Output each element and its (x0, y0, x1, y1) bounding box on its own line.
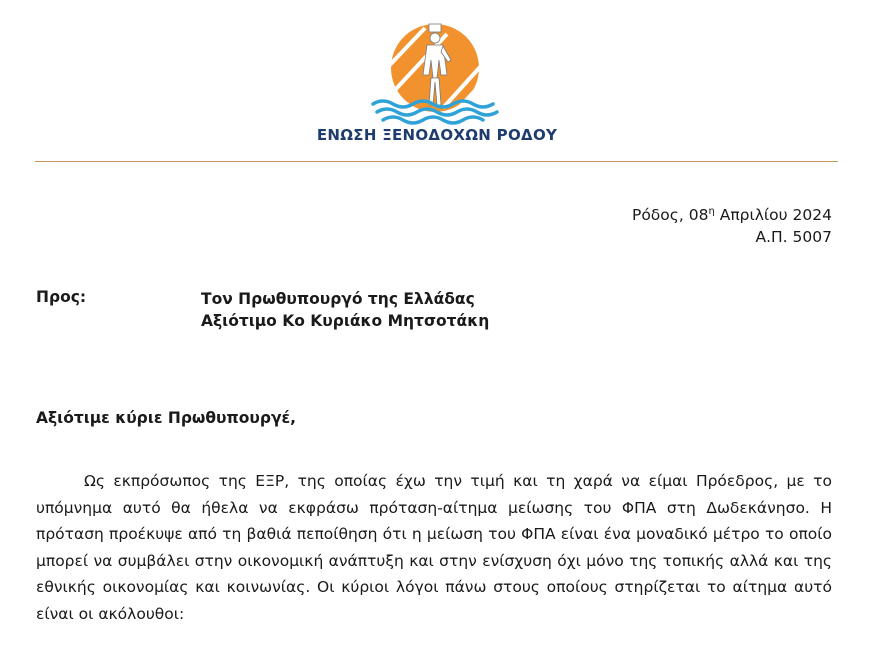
reference-number: Α.Π. 5007 (755, 228, 832, 247)
organization-name: ΕΝΩΣΗ ΞΕΝΟΔΟΧΩΝ ΡΟΔΟΥ (316, 126, 558, 144)
recipient-block (201, 288, 489, 332)
recipient-line-1: Τον Πρωθυπουργό της Ελλάδας (201, 290, 475, 308)
body-paragraph: Ως εκπρόσωπος της ΕΞΡ, της οποίας έχω την τιμή και τη χαρά να είμαι Πρόεδρος, με το υπόμνημα αυτό θα ήθελα να εκφράσω πρόταση-αίτημα μείωσης του ΦΠΑ στη Δωδεκάνησο. Η πρόταση προέκυψε από τη βαθιά πεποίθηση ότι η μείωση του ΦΠΑ είναι ένα μοναδικό μέτρο το οποίο μπορεί να συμβάλει στην οικονομική ανάπτυξη και στην ενίσχυση όχι μόνο της τοπικής αλλά και της εθνικής οικονομίας και κοινωνίας. Οι κύριοι λόγοι πάνω στους οποίους στηρίζεται το αίτημα αυτό είναι οι ακόλουθοι: (36, 472, 832, 623)
colossus-sun-logo-icon (365, 20, 509, 125)
letterhead-logo (0, 12, 874, 142)
recipient-label: Προς: (36, 288, 87, 306)
salutation: Αξιότιμε κύριε Πρωθυπουργέ, (36, 409, 297, 427)
recipient-line-2: Αξιότιμο Κο Κυριάκο Μητσοτάκη (201, 312, 490, 330)
place-date: Ρόδος, $08^\eta$ Απριλίου 2024 (631, 206, 832, 225)
date-reference-block (632, 201, 832, 248)
header-divider (35, 161, 838, 162)
